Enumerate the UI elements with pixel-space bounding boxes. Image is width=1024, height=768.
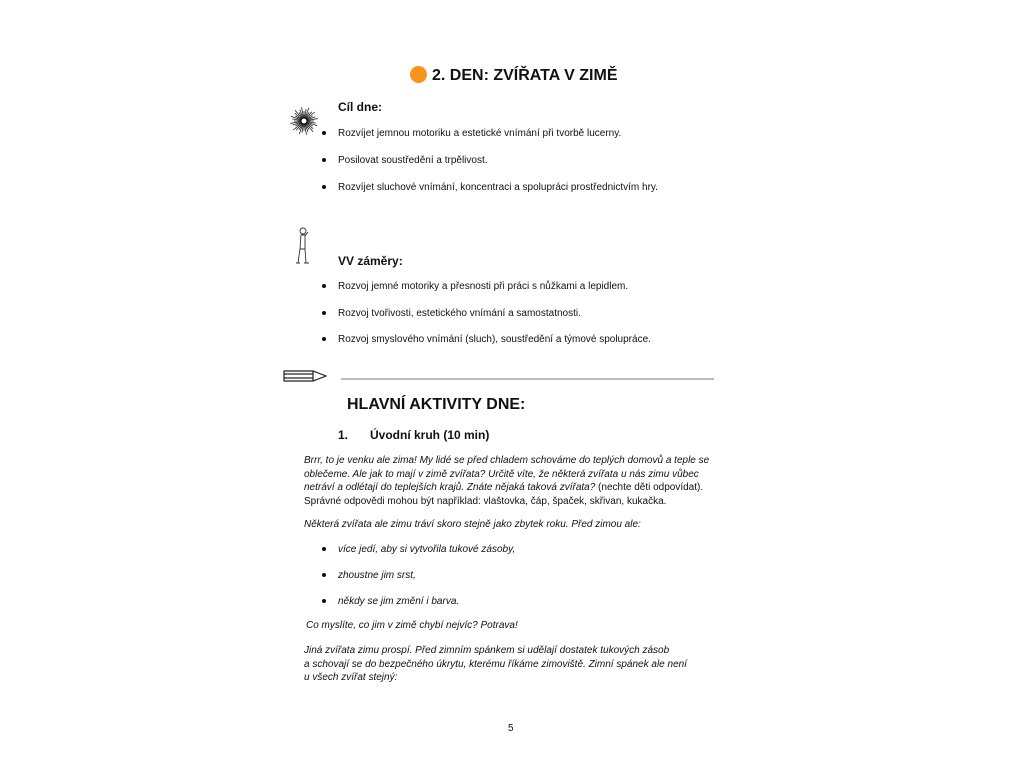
paragraph [304,644,687,685]
text-line: Správné odpovědi mohou být například: vlaštovka, čáp, špaček, skřivan, kukačka. [304,495,667,507]
list-item: Rozvíjet jemnou motoriku a estetické vnímání při tvorbě lucerny. [338,128,622,139]
text-line: netráví a odlétají do teplejších krajů. Znáte nějaká taková zvířata? [304,482,596,493]
orange-circle-icon [410,66,427,83]
page-title [410,66,617,86]
text-line: a schovají se do bezpečného úkrytu, kterému říkáme zimoviště. Zimní spánek ale není [304,658,687,670]
text-line: Jiná zvířata zimu prospí. Před zimním spánkem si udělají dostatek tukových zásob [304,645,670,656]
text-line: oblečeme. Ale jak to mají v zimě zvířata? Určitě víte, že některá zvířata u nás zimu vůbec [304,468,699,480]
aims-heading: VV záměry: [338,254,403,268]
activity-title: Úvodní kruh (10 min) [370,428,490,442]
list-item: Rozvíjet sluchové vnímání, koncentraci a spolupráci prostřednictvím hry. [338,182,658,193]
list-item: někdy se jim změní i barva. [338,596,460,607]
person-icon [295,227,311,265]
list-item: Rozvoj jemné motoriky a přesnosti při práci s nůžkami a lepidlem. [338,281,629,292]
section-divider [341,378,714,380]
paragraph: Některá zvířata ale zimu tráví skoro stejně jako zbytek roku. Před zimou ale: [304,519,641,530]
list-item: Rozvoj tvořivosti, estetického vnímání a samostatnosti. [338,308,581,319]
text-line: Brrr, to je venku ale zima! My lidé se před chladem schováme do teplých domovů a teple se [304,455,710,466]
activities-heading: HLAVNÍ AKTIVITY DNE: [347,396,526,413]
starburst-icon [289,106,319,136]
page-number: 5 [508,723,514,734]
paragraph: Co myslíte, co jim v zimě chybí nejvíc? Potrava! [306,620,518,631]
intro-paragraph [304,454,709,508]
title-text: 2. DEN: ZVÍŘATA V ZIMĚ [432,67,618,84]
list-item: zhoustne jim srst, [338,570,416,581]
pencil-icon [283,369,327,383]
list-item: Posilovat soustředění a trpělivost. [338,155,488,166]
text-line: (nechte děti odpovídat). [595,482,704,493]
activity-number: 1. [338,428,349,442]
goals-heading: Cíl dne: [338,100,382,114]
list-item: více jedí, aby si vytvořila tukové zásoby, [338,544,516,555]
list-item: Rozvoj smyslového vnímání (sluch), soustředění a týmové spolupráce. [338,334,651,345]
text-line: u všech zvířat stejný: [304,672,398,683]
